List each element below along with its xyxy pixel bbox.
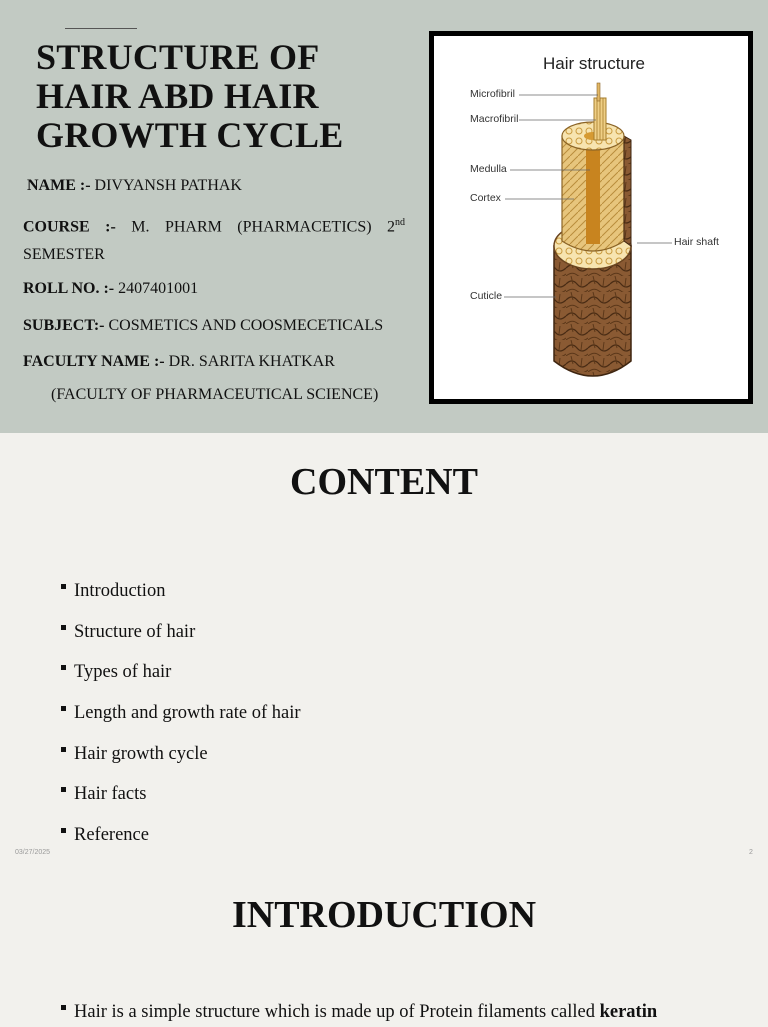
label-cuticle: Cuticle	[470, 290, 503, 302]
label-macrofibril: Macrofibril	[470, 113, 519, 125]
label-microfibril: Microfibril	[470, 88, 515, 100]
name-line	[23, 172, 405, 200]
slide-title: STRUCTURE OF HAIR ABD HAIR GROWTH CYCLE	[36, 37, 344, 155]
title-slide	[0, 0, 768, 433]
subject-value: COSMETICS AND COOSMECETICALS	[108, 317, 384, 334]
faculty-value: DR. SARITA KHATKAR	[168, 353, 335, 370]
decorative-rule	[65, 28, 137, 29]
course-value: M. PHARM (PHARMACETICS) 2	[131, 218, 396, 236]
list-item: Length and growth rate of hair	[60, 698, 301, 739]
roll-label: ROLL NO. :-	[23, 280, 115, 297]
list-item: Introduction	[60, 576, 301, 617]
slide-number: 2	[749, 849, 753, 856]
introduction-heading: INTRODUCTION	[231, 894, 537, 936]
faculty-label: FACULTY NAME :-	[23, 353, 165, 370]
content-heading: CONTENT	[290, 461, 478, 503]
list-item: Types of hair	[60, 657, 301, 698]
subject-line	[23, 312, 405, 340]
faculty-line	[23, 348, 405, 376]
list-item: Hair growth cycle	[60, 739, 301, 780]
subject-label: SUBJECT:-	[23, 317, 105, 334]
intro-bullet	[60, 997, 657, 1027]
course-line	[23, 209, 405, 269]
content-list	[60, 576, 301, 861]
list-item: Reference	[60, 820, 301, 861]
roll-line	[23, 275, 405, 303]
label-cortex: Cortex	[470, 192, 501, 204]
roll-value: 2407401001	[118, 280, 199, 297]
course-label: COURSE :-	[23, 218, 116, 236]
slide-date: 03/27/2025	[15, 849, 51, 856]
name-label: NAME :-	[27, 177, 91, 194]
label-medulla: Medulla	[470, 163, 507, 175]
name-value: DIVYANSH PATHAK	[94, 177, 242, 194]
intro-keyword: keratin	[599, 1002, 658, 1022]
list-item: Structure of hair	[60, 617, 301, 658]
figure-title: Hair structure	[542, 54, 646, 73]
hair-structure-figure	[429, 31, 753, 404]
intro-text: Hair is a simple structure which is made up of Protein filaments called	[74, 1002, 600, 1022]
faculty-affiliation: (FACULTY OF PHARMACEUTICAL SCIENCE)	[51, 386, 379, 403]
course-superscript: nd	[395, 217, 406, 228]
label-hair-shaft: Hair shaft	[674, 236, 719, 248]
list-item: Hair facts	[60, 779, 301, 820]
course-value-2: SEMESTER	[23, 246, 105, 264]
